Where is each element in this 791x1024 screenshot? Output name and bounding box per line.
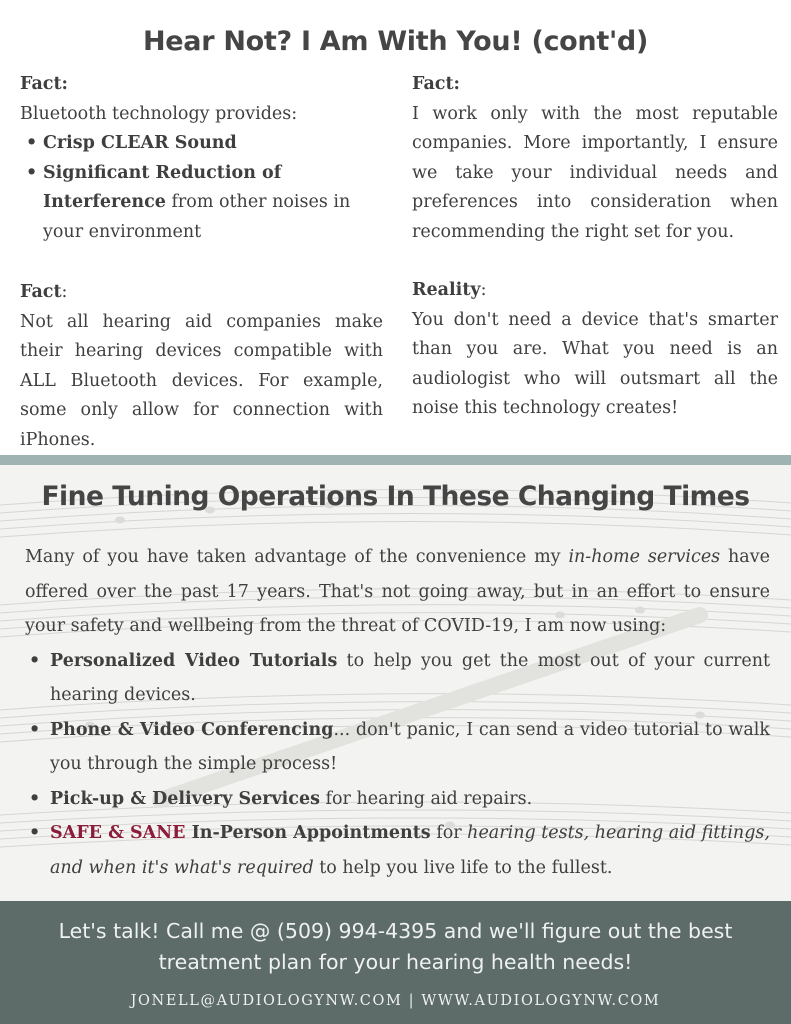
list-item [25, 782, 770, 817]
service-description: ... don't panic, I can send a video tutorial to walk you through the simple process! [50, 719, 770, 774]
benefit-rest: from other noises in your environment [43, 192, 351, 242]
services-list [25, 644, 770, 886]
benefit-bold: Crisp CLEAR Sound [43, 133, 237, 153]
service-name: Pick-up & Delivery Services [50, 788, 320, 809]
footer-contact-info: JONELL@AUDIOLOGYNW.COM | WWW.AUDIOLOGYNW.COM [130, 993, 661, 1009]
list-item [20, 129, 383, 159]
reality-text: You don't need a device that's smarter than you are. What you need is an audiologist who will outsmart all the noise this technology creates! [412, 309, 778, 418]
service-description: for [430, 823, 468, 843]
service-description: to help you live life to the fullest. [313, 857, 613, 878]
bluetooth-benefits-list [20, 129, 383, 247]
service-name: Personalized Video Tutorials [50, 650, 338, 671]
intro-text: Many of you have taken advantage of the convenience my [25, 547, 569, 567]
fact-block-companies [412, 70, 778, 247]
reality-block [412, 276, 778, 424]
benefit-bold: Significant Reduction of Interference [43, 162, 282, 212]
service-name: Phone & Video Conferencing [50, 719, 334, 740]
fact-label: Fact: [412, 74, 461, 94]
service-description: to help you get the most out of your current hearing devices. [50, 650, 770, 705]
section-body [25, 540, 770, 885]
left-column [20, 70, 383, 455]
fact-intro: Bluetooth technology provides: [20, 103, 298, 124]
list-item [25, 644, 770, 713]
footer [0, 901, 791, 1024]
fact-block-compatibility [20, 278, 383, 455]
list-item [25, 816, 770, 885]
reality-label: Reality [412, 280, 481, 300]
fact-block-bluetooth [20, 70, 383, 247]
fact-label-colon: : [61, 282, 68, 302]
service-emphasis: hearing tests, hearing aid fittings, and when it's what's required [50, 823, 770, 878]
right-column [412, 70, 778, 424]
service-name: In-Person Appointments [185, 823, 431, 843]
section-divider [0, 455, 791, 465]
fact-label: Fact: [20, 74, 69, 94]
intro-emphasis: in-home services [568, 547, 721, 567]
safe-sane-highlight: SAFE & SANE [50, 823, 186, 843]
fact-label: Fact [20, 282, 62, 302]
list-item [25, 713, 770, 782]
list-item [20, 159, 383, 248]
intro-text: have offered over the past 17 years. That's not going away, but in an effort to ensure your safety and wellbeing from the threat of COVID-19, I am now using: [25, 547, 770, 636]
section-title: Fine Tuning Operations In These Changing Times [41, 481, 750, 512]
service-description: for hearing aid repairs. [319, 788, 533, 809]
fact-text: Not all hearing aid companies make their hearing devices compatible with ALL Bluetooth devices. For example, some only allow for connection with iPhones. [20, 311, 383, 450]
page-title: Hear Not? I Am With You! (cont'd) [142, 26, 648, 57]
fact-text: I work only with the most reputable companies. More importantly, I ensure we take your individual needs and preferences into consideration when recommending the right set for you. [412, 103, 778, 242]
reality-label-colon: : [480, 280, 487, 300]
footer-call-to-action: Let's talk! Call me @ (509) 994-4395 and we'll figure out the best treatment plan for your hearing health needs! [58, 919, 733, 974]
section-intro [25, 540, 770, 644]
